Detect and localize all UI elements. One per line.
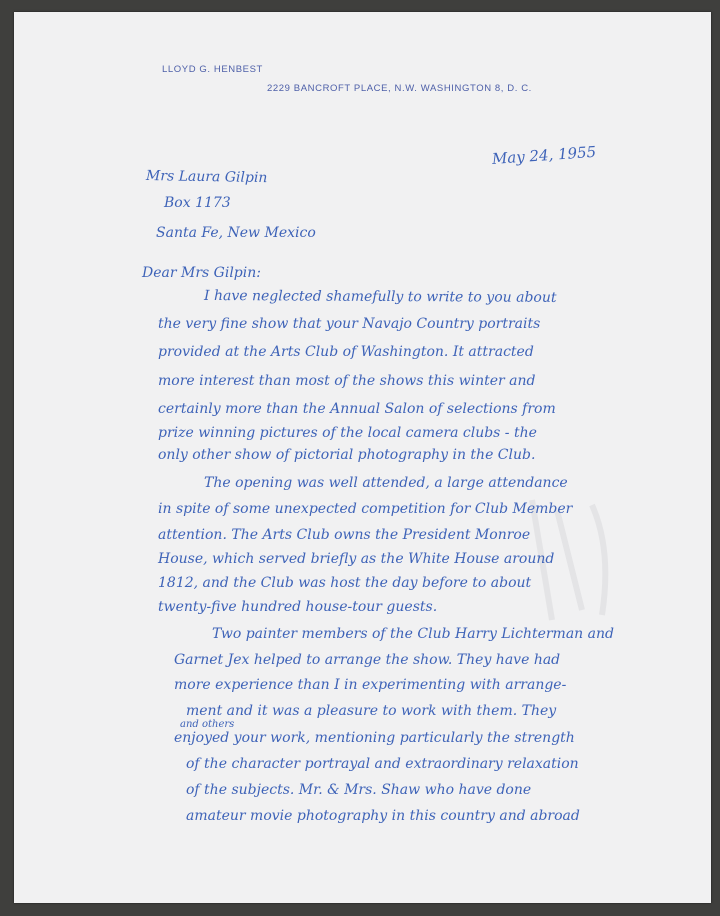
body-line: The opening was well attended, a large attendance [204, 475, 568, 491]
recipient-box: Box 1173 [164, 195, 231, 211]
body-line: provided at the Arts Club of Washington. It attracted [158, 344, 534, 360]
body-line: of the character portrayal and extraordinary relaxation [186, 756, 579, 772]
recipient-city: Santa Fe, New Mexico [156, 225, 316, 241]
body-line: Garnet Jex helped to arrange the show. They have had [174, 652, 561, 668]
letterhead-address: 2229 BANCROFT PLACE, N.W. WASHINGTON 8, D. C. [267, 83, 532, 94]
body-line: attention. The Arts Club owns the President Monroe [158, 527, 531, 543]
body-line: I have neglected shamefully to write to you about [203, 288, 557, 306]
body-line: more interest than most of the shows this winter and [158, 373, 536, 389]
body-line: of the subjects. Mr. & Mrs. Shaw who have done [186, 782, 532, 798]
body-line: House, which served briefly as the White House around [158, 551, 555, 567]
body-line: enjoyed your work, mentioning particularly the strength [174, 730, 575, 746]
body-line: the very fine show that your Navajo Country portraits [158, 316, 541, 332]
body-line: ment and it was a pleasure to work with them. They [186, 703, 557, 719]
body-line: more experience than I in experimenting with arrange- [174, 677, 567, 693]
body-line: Two painter members of the Club Harry Lichterman and [212, 626, 614, 642]
body-line: prize winning pictures of the local camera clubs - the [158, 425, 537, 441]
body-line: only other show of pictorial photography in the Club. [158, 447, 536, 463]
body-line: amateur movie photography in this country and abroad [186, 808, 580, 824]
inserted-words: and others [180, 719, 235, 730]
body-line: twenty-five hundred house-tour guests. [158, 599, 438, 615]
letterhead-name: LLOYD G. HENBEST [162, 64, 263, 75]
body-line: 1812, and the Club was host the day before to about [158, 575, 532, 591]
salutation: Dear Mrs Gilpin: [142, 265, 261, 281]
letter-page [14, 12, 711, 903]
body-line: certainly more than the Annual Salon of selections from [158, 401, 556, 417]
recipient-name: Mrs Laura Gilpin [145, 168, 268, 187]
body-line: in spite of some unexpected competition for Club Member [158, 501, 573, 517]
letter-date: May 24, 1955 [491, 142, 597, 168]
